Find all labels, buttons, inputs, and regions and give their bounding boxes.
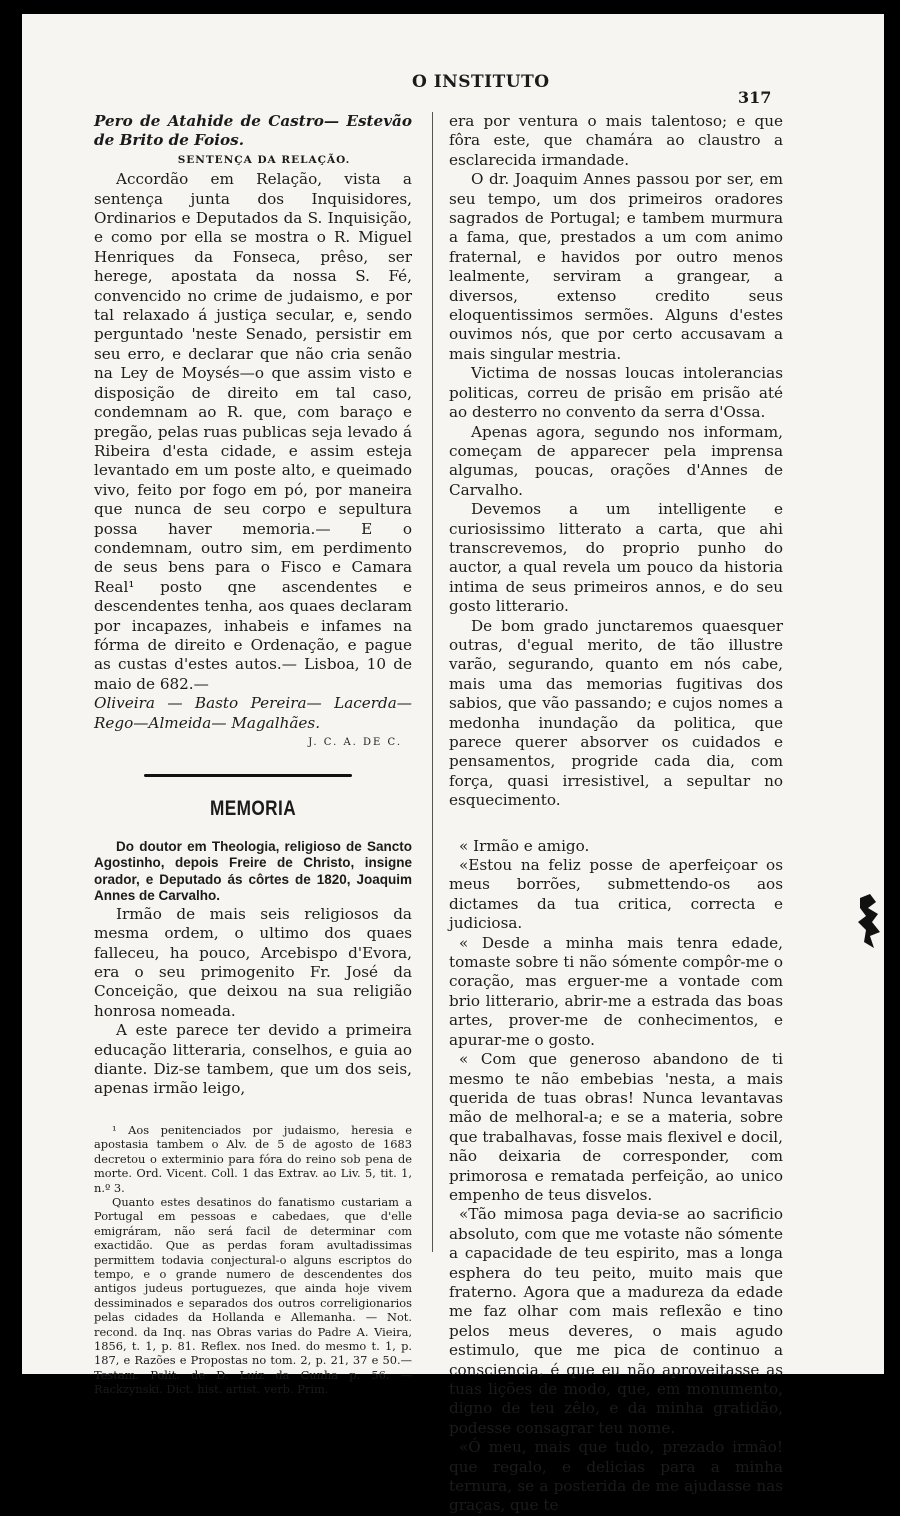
document-page [22,14,884,1515]
column-divider [432,112,433,1252]
memoria-title: MEMORIA [209,797,297,821]
letter-spacer [449,811,783,837]
left-paragraph-1: Irmão de mais seis religiosos da mesma ordem, o ultimo dos quaes falleceu, ha pouco, Arcebispo d'Evora, era o seu primogenito Fr. José da Conceição, que deixou na sua religião honrosa nomeada. [94,904,412,1020]
letter-paragraph-4: «Tão mimosa paga devia-se ao sacrificio absoluto, com que me votaste não sómente a capacidade de teu espirito, mas a longa esphera do teu peito, muito mais que fraterno. Agora que a madureza da edade me faz olhar com mais reflexão e tino pelos meus deveres, o mais agudo estimulo, que me pica de continuo a consciencia, é que eu não aproveitasse as tuas lições de modo, que, em monumento, digno de teu zêlo, e da minha gratidão, podesse consagrar teu nome. [449,1205,783,1437]
section-rule [144,774,352,777]
sentence-judges: Oliveira — Basto Pereira— Lacerda—Rego—Almeida— Magalhães. [94,694,412,732]
sentence-heading: SENTENÇA DA RELAÇÃO. [177,153,351,166]
opening-names: Pero de Atahide de Castro— Estevão de Brito de Foios. [94,112,412,150]
memoria-subtitle: Do doutor em Theologia, religioso de Sancto Agostinho, depois Freire de Christo, insigne orador, e Deputado ás côrtes de 1820, Joaquim Annes de Carvalho. [94,838,412,904]
letter-paragraph-1: «Estou na feliz posse de aperfeiçoar os meus borrões, submettendo-os aos dictames da tua critica, correcta e judiciosa. [449,856,783,933]
right-paragraph-4: Apenas agora, segundo nos informam, começam de apparecer pela imprensa algumas, poucas, orações d'Annes de Carvalho. [449,422,783,499]
footnote-2: Quanto estes desatinos do fanatismo custariam a Portugal em pessoas e cabedaes, que d'elle emigráram, não será facil de determinar com exactidão. Que as perdas foram avultadissimas permittem todavia conjectural-o alguns escriptos do tempo, e o grande numero de descendentes dos antigos judeus portuguezes, que ainda hoje vivem dessiminados e separados dos outros correligionarios pelas cidades da Hollanda e Allemanha. — Not. recond. da Inq. nas Obras varias do Padre A. Vieira, 1856, t. 1, p. 81. Reflex. nos Ined. do mesmo t. 1, p. 187, e Razões e Propostas no tom. 2, p. 21, 37 e 50.— Testam. Polit. de D. Luiz da Cunha p. 56. — Rackzynski. Dict. hist. artist. verb. Prim. [94,1194,412,1397]
right-paragraph-3: Victima de nossas loucas intolerancias politicas, correu de prisão em prisão até ao desterro no convento da serra d'Ossa. [449,364,783,422]
letter-paragraph-3: « Com que generoso abandono de ti mesmo te não embebias 'nesta, a mais querida de tuas obras! Nunca levantavas mão de melhoral-a; e se a materia, sobre que trabalhavas, fosse mais flexivel e docil, não deixaria de corresponder, com primorosa e rematada perfeição, ao unico empenho de teus disvelos. [449,1050,783,1204]
left-paragraph-2: A este parece ter devido a primeira educação litteraria, conselhos, e guia ao diante. Diz-se tambem, que um dos seis, apenas irmão leigo, [94,1021,412,1098]
ink-stain-mark [856,892,882,950]
sentence-text: Accordão em Relação, vista a sentença junta dos Inquisidores, Ordinarios e Deputados da S. Inquisição, e como por ella se mostra o R. Miguel Henriques da Fonseca, prêso, ser herege, apostata da nossa S. Fé, convencido no crime de judaismo, e por tal relaxado á justiça secular, e, sendo perguntado 'neste Senado, persistir em seu erro, e declarar que não cria senão na Ley de Moysés—o que assim visto e disposição de direito em tal caso, condemnam ao R. que, com baraço e pregão, pelas ruas publicas seja levado á Ribeira d'esta cidade, e assim esteja levantado em um poste alto, e queimado vivo, feito por fogo em pó, por maneira que nunca de seu corpo e sepultura possa haver memoria.— E o condemnam, outro sim, em perdimento de seus bens para o Fisco e Camara Real¹ posto qne ascendentes e descendentes tenha, aos quaes declaram por incapazes, inhabeis e infames na fórma de direito e Ordenação, e pague as custas d'estes autos.— Lisboa, 10 de maio de 682.— [94,170,412,693]
letter [449,837,783,1516]
footnote-1: ¹ Aos penitenciados por judaismo, heresia e apostasia tambem o Alv. de 5 de agosto de 1683 decretou o exterminio para fóra do reino sob pena de morte. Ord. Vicent. Coll. 1 das Extrav. ao Liv. 5, tit. 1, n.º 3. [94,1122,412,1195]
right-paragraph-6: De bom grado junctaremos quaesquer outras, d'egual merito, de tão illustre varão, segurando, quanto em nós cabe, mais uma das memorias fugitivas dos sabios, que vão passando; e cujos nomes a medonha inundação da politica, que parece querer absorver os cuidados e pensamentos, progride cada dia, com força, quasi irresistivel, a sepultar no esquecimento. [449,616,783,810]
letter-paragraph-2: « Desde a minha mais tenra edade, tomaste sobre ti não sómente compôr-me o coração, mas erguer-me a vontade com brio litterario, abrir-me a estrada das boas artes, prover-me de conhecimentos, e apurar-me o gosto. [449,933,783,1049]
signature: J. C. A. DE C. [308,737,402,748]
right-paragraph-1: era por ventura o mais talentoso; e que fôra este, que chamára ao claustro a esclarecida irmandade. [449,112,783,169]
right-column [449,112,783,1516]
footnotes [94,1123,412,1397]
right-paragraph-2: O dr. Joaquim Annes passou por ser, em seu tempo, um dos primeiros oradores sagrados de Portugal; e tambem murmura a fama, que, prestados a um com animo fraternal, e havidos por outro menos lealmente, serviram a grangear, a diversos, extenso credito seus eloquentissimos sermões. Alguns d'estes ouvimos nós, que por certo accusavam a mais singular mestria. [449,170,783,363]
letter-paragraph-5: «Ó meu, mais que tudo, prezado irmão! que regalo, e delicias para a minha ternura, se a posterida de me ajudasse nas graças, que te [449,1438,783,1515]
letter-greeting: « Irmão e amigo. [459,836,590,855]
left-column [94,112,412,1397]
page-number: 317 [738,88,772,107]
right-paragraph-5: Devemos a um intelligente e curiosissimo litterato a carta, que ahi transcrevemos, do proprio punho do auctor, a qual revela um pouco da historia intima de seus primeiros annos, e do seu gosto litterario. [449,500,783,616]
journal-title: O INSTITUTO [412,72,550,92]
